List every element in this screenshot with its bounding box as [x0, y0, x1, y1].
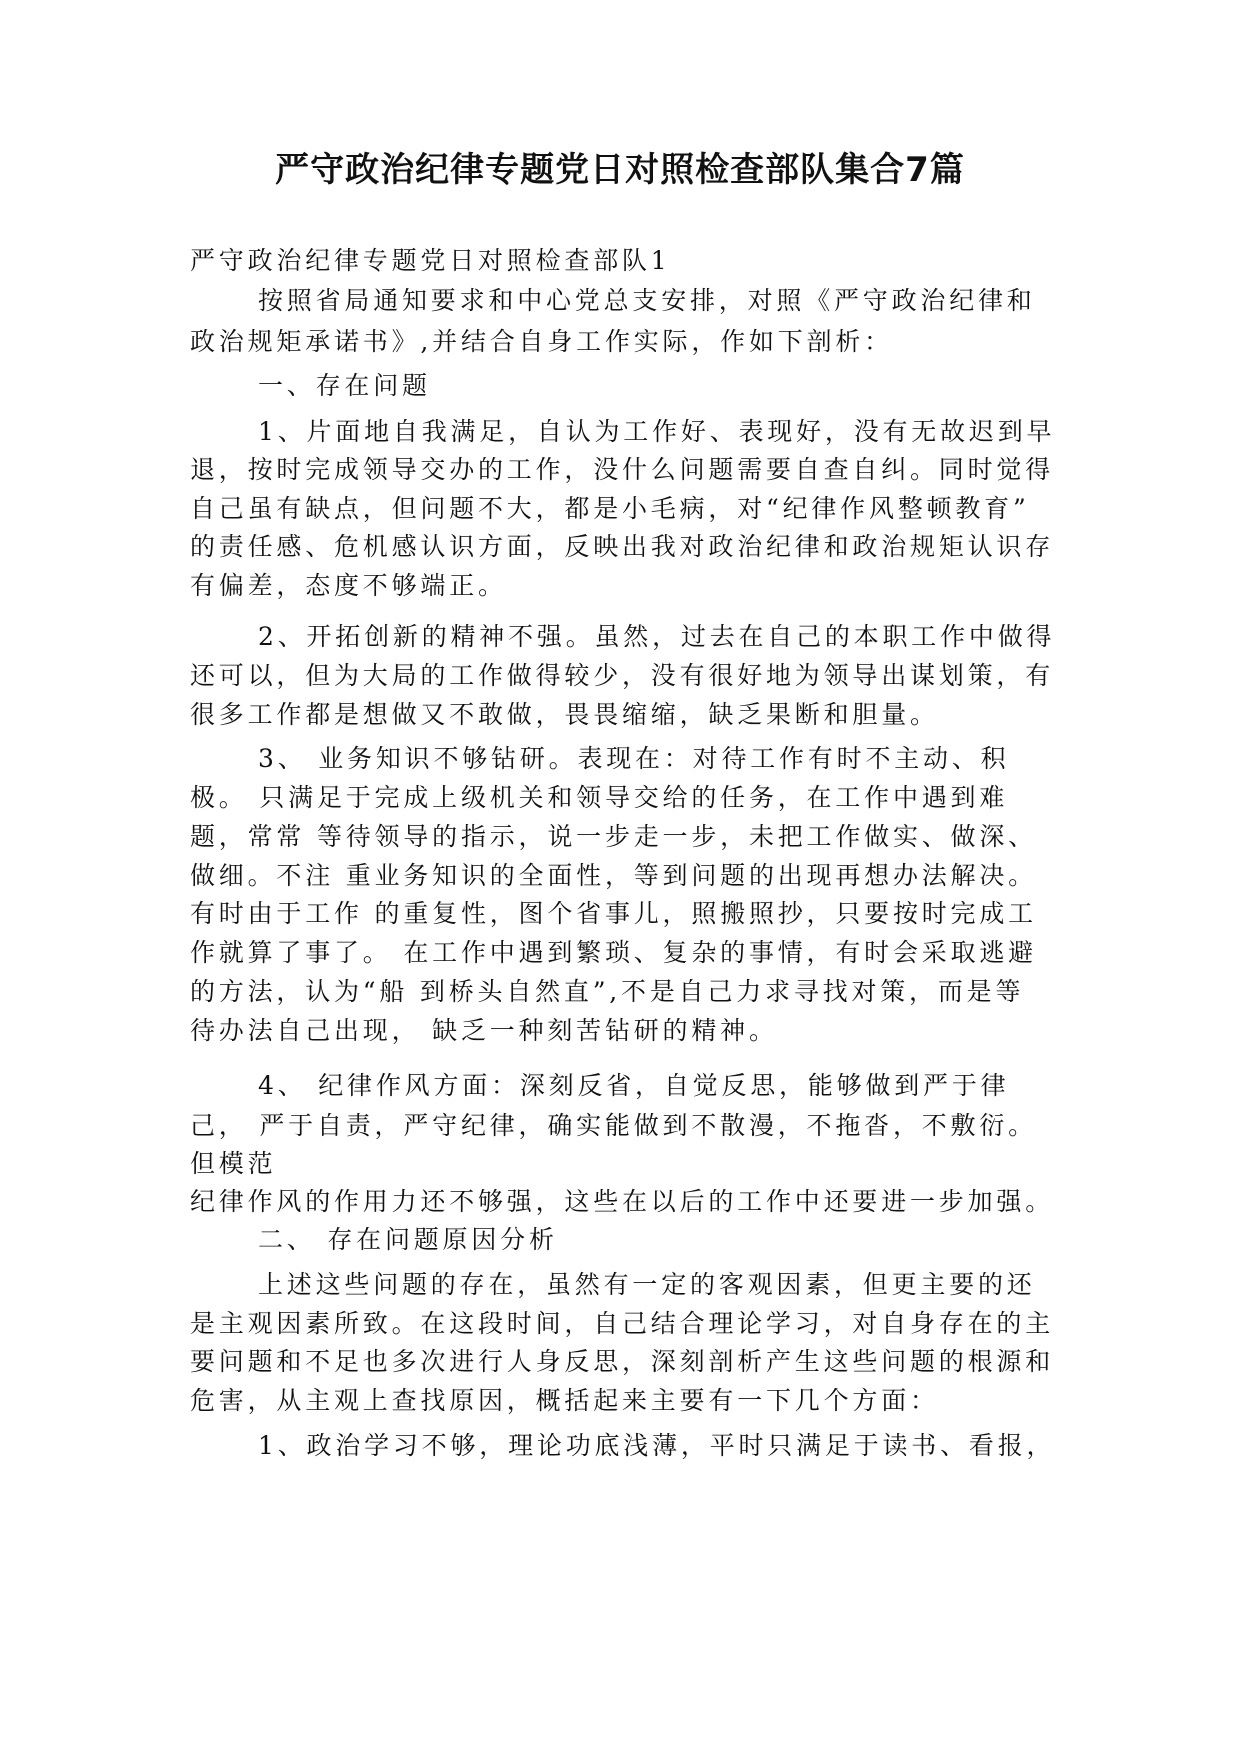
paragraph-line: 1、片面地自我满足，自认为工作好、表现好，没有无故迟到早 [258, 417, 1056, 446]
paragraph-line: 危害，从主观上查找原因，概括起来主要有一下几个方面： [190, 1386, 939, 1415]
paragraph-line: 很多工作都是想做又不敢做，畏畏缩缩，缺乏果断和胆量。 [190, 700, 939, 729]
paragraph-line: 上述这些问题的存在，虽然有一定的客观因素，但更主要的还 [258, 1270, 1036, 1299]
paragraph-line: 政治规矩承诺书》,并结合自身工作实际，作如下剖析： [190, 327, 893, 356]
subtitle-line: 严守政治纪律专题党日对照检查部队1 [190, 246, 671, 275]
paragraph-line: 按照省局通知要求和中心党总支安排，对照《严守政治纪律和 [258, 286, 1036, 315]
section-heading: 二、 存在问题原因分析 [258, 1225, 558, 1254]
paragraph-line: 3、 业务知识不够钻研。表现在：对待工作有时不主动、积 [258, 744, 1010, 773]
paragraph-line: 极。 只满足于完成上级机关和领导交给的任务，在工作中遇到难 [190, 783, 1009, 812]
paragraph-line: 是主观因素所致。在这段时间，自己结合理论学习，对自身存在的主 [190, 1309, 1055, 1338]
paragraph-line: 纪律作风的作用力还不够强，这些在以后的工作中还要进一步加强。 [190, 1187, 1055, 1216]
paragraph-line: 2、开拓创新的精神不强。虽然，过去在自己的本职工作中做得 [258, 622, 1056, 651]
paragraph-line: 的方法，认为“船 到桥头自然直”,不是自己力求寻找对策，而是等 [190, 977, 1025, 1006]
paragraph-line: 还可以，但为大局的工作做得较少，没有很好地为领导出谋划策，有 [190, 661, 1055, 690]
paragraph-line: 做细。不注 重业务知识的全面性，等到问题的出现再想办法解决。 [190, 861, 1037, 890]
paragraph-line: 有时由于工作 的重复性，图个省事儿，照搬照抄，只要按时完成工 [190, 899, 1037, 928]
paragraph-line: 题，常常 等待领导的指示，说一步走一步，未把工作做实、做深、 [190, 822, 1037, 851]
paragraph-line: 的责任感、危机感认识方面，反映出我对政治纪律和政治规矩认识存 [190, 532, 1055, 561]
paragraph-line: 4、 纪律作风方面：深刻反省，自觉反思，能够做到严于律 [258, 1071, 1010, 1100]
paragraph-line: 待办法自己出现， 缺乏一种刻苦钻研的精神。 [190, 1016, 778, 1045]
paragraph-line: 1、政治学习不够，理论功底浅薄，平时只满足于读书、看报， [258, 1431, 1056, 1460]
paragraph-line: 作就算了事了。 在工作中遇到繁琐、复杂的事情，有时会采取逃避 [190, 938, 1037, 967]
paragraph-line: 但模范 [190, 1149, 277, 1178]
section-heading: 一、存在问题 [258, 371, 431, 400]
paragraph-line: 要问题和不足也多次进行人身反思，深刻剖析产生这些问题的根源和 [190, 1347, 1055, 1376]
paragraph-line: 退，按时完成领导交办的工作，没什么问题需要自查自纠。同时觉得 [190, 455, 1055, 484]
paragraph-line: 有偏差，态度不够端正。 [190, 571, 507, 600]
paragraph-line: 己， 严于自责，严守纪律，确实能做到不散漫，不拖沓，不敷衍。 [190, 1111, 1037, 1140]
paragraph-line: 自己虽有缺点，但问题不大，都是小毛病，对“纪律作风整顿教育” [190, 494, 1030, 523]
document-title: 严守政治纪律专题党日对照检查部队集合7篇 [275, 150, 965, 190]
